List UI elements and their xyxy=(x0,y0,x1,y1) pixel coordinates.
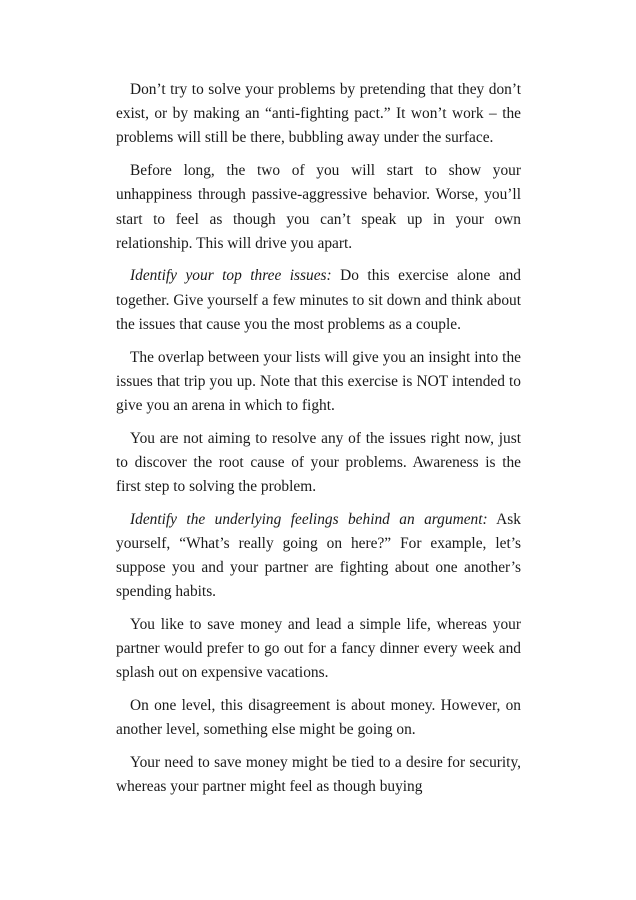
paragraph-6-text: Ask yourself, “What’s really going on here?” For example, let’s suppose you and your partner are fighting about one another’s spending habits. xyxy=(116,510,521,601)
paragraph-4-text: The overlap between your lists will give you an insight into the issues that trip you up. Note that this exercise is NOT intended to give you an arena in which to fight. xyxy=(116,348,521,414)
paragraph-3-text: Do this exercise alone and together. Give yourself a few minutes to sit down and think about the issues that cause you the most problems as a couple. xyxy=(116,267,521,333)
paragraph-7-text: You like to save money and lead a simple life, whereas your partner would prefer to go out for a fancy dinner every week and splash out on expensive vacations. xyxy=(116,616,521,682)
paragraph-8-text: On one level, this disagreement is about money. However, on another level, something else might be going on. xyxy=(116,697,521,739)
paragraph-6-lead: Identify the underlying feelings behind an argument: xyxy=(130,510,488,528)
paragraph-8 xyxy=(116,694,521,742)
paragraph-1-text: Don’t try to solve your problems by pretending that they don’t exist, or by making an “anti-fighting pact.” It won’t work – the problems will still be there, bubbling away under the surface. xyxy=(116,81,521,147)
paragraph-2 xyxy=(116,159,521,256)
paragraph-9 xyxy=(116,751,521,799)
document-page xyxy=(116,78,521,799)
paragraph-4 xyxy=(116,346,521,419)
paragraph-3-lead: Identify your top three issues: xyxy=(130,267,332,285)
paragraph-1 xyxy=(116,78,521,151)
paragraph-6 xyxy=(116,508,521,605)
paragraph-5-text: You are not aiming to resolve any of the issues right now, just to discover the root cause of your problems. Awareness is the first step to solving the problem. xyxy=(116,429,521,496)
paragraph-2-text: Before long, the two of you will start to show your unhappiness through passive-aggressive behavior. Worse, you’ll start to feel as though you can’t speak up in your own relationship. This will drive you apart. xyxy=(116,162,521,252)
paragraph-9-text: Your need to save money might be tied to a desire for security, whereas your partner might feel as though buying xyxy=(116,754,521,796)
paragraph-7 xyxy=(116,613,521,686)
paragraph-5 xyxy=(116,427,521,500)
paragraph-3 xyxy=(116,264,521,337)
